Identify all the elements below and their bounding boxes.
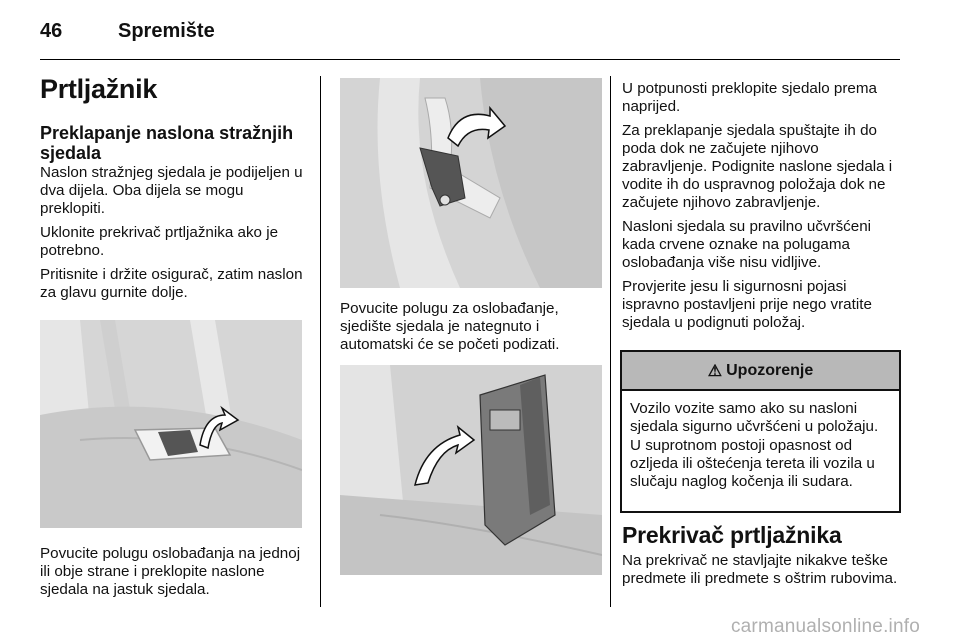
- section-header: Spremište: [118, 20, 215, 42]
- page-title: Prtljažnik: [40, 74, 158, 104]
- middle-caption-block-1: [340, 300, 602, 360]
- paragraph-3: Pritisnite i držite osigurač, zatim naslon za glavu gurnite dolje.: [40, 266, 303, 301]
- right-paragraph-2: Za preklapanje sjedala spuštajte ih do poda dok ne začujete njihovo zabravljenje. Podignite naslone sjedala i vodite ih do uspravnog položaja dok ne začujete njihovo zabravljenje.: [622, 122, 893, 211]
- right-paragraph-4: Provjerite jesu li sigurnosni pojasi ispravno postavljeni prije nego vratite sjedala u podignuti položaj.: [622, 278, 872, 331]
- illustration-seat-folded: [340, 365, 602, 575]
- cover-section-title: Prekrivač prtljažnika: [622, 522, 842, 548]
- right-paragraph-3: Nasloni sjedala su pravilno učvršćeni kada crvene oznake na polugama oslobađanja više nisu vidljive.: [622, 218, 872, 271]
- subsection-title: Preklapanje naslona stražnjih sjedala: [40, 123, 294, 163]
- header-divider: [40, 59, 900, 60]
- warning-header: [622, 352, 899, 391]
- column-divider-left: [320, 76, 321, 607]
- paragraph-2: Uklonite prekrivač prtljažnika ako je potrebno.: [40, 224, 279, 259]
- left-column: [40, 74, 308, 308]
- cover-section: [622, 522, 902, 594]
- left-caption-block: [40, 545, 308, 605]
- warning-text: Vozilo vozite samo ako su nasloni sjedala sigurno učvršćeni u položaju. U suprotnom postoji opasnost od ozljeda ili oštećenja tereta ili vozila u slučaju naglog kočenja ili sudara.: [630, 400, 879, 491]
- paragraph-1: Naslon stražnjeg sjedala je podijeljen u dva dijela. Oba dijela se mogu preklopiti.: [40, 164, 303, 217]
- watermark: carmanualsonline.info: [730, 616, 920, 637]
- warning-box: [620, 350, 901, 513]
- warning-triangle-icon: ⚠: [707, 362, 723, 380]
- caption-seat-lever: Povucite polugu za oslobađanje, sjedište sjedala je nategnuto i automatski će se početi podizati.: [340, 300, 560, 353]
- right-column: [622, 80, 902, 338]
- column-divider-right: [610, 76, 611, 607]
- page-number: 46: [40, 20, 63, 42]
- illustration-seat-lever: [340, 78, 602, 288]
- illustration-release-lever: [40, 320, 302, 528]
- caption-release-lever: Povucite polugu oslobađanja na jednoj ili obje strane i preklopite naslone sjedala na jastuk sjedala.: [40, 545, 301, 598]
- right-paragraph-1: U potpunosti preklopite sjedalo prema naprijed.: [622, 80, 877, 115]
- warning-title: Upozorenje: [726, 361, 814, 379]
- cover-section-text: Na prekrivač ne stavljajte nikakve teške predmete ili predmete s oštrim rubovima.: [622, 552, 898, 587]
